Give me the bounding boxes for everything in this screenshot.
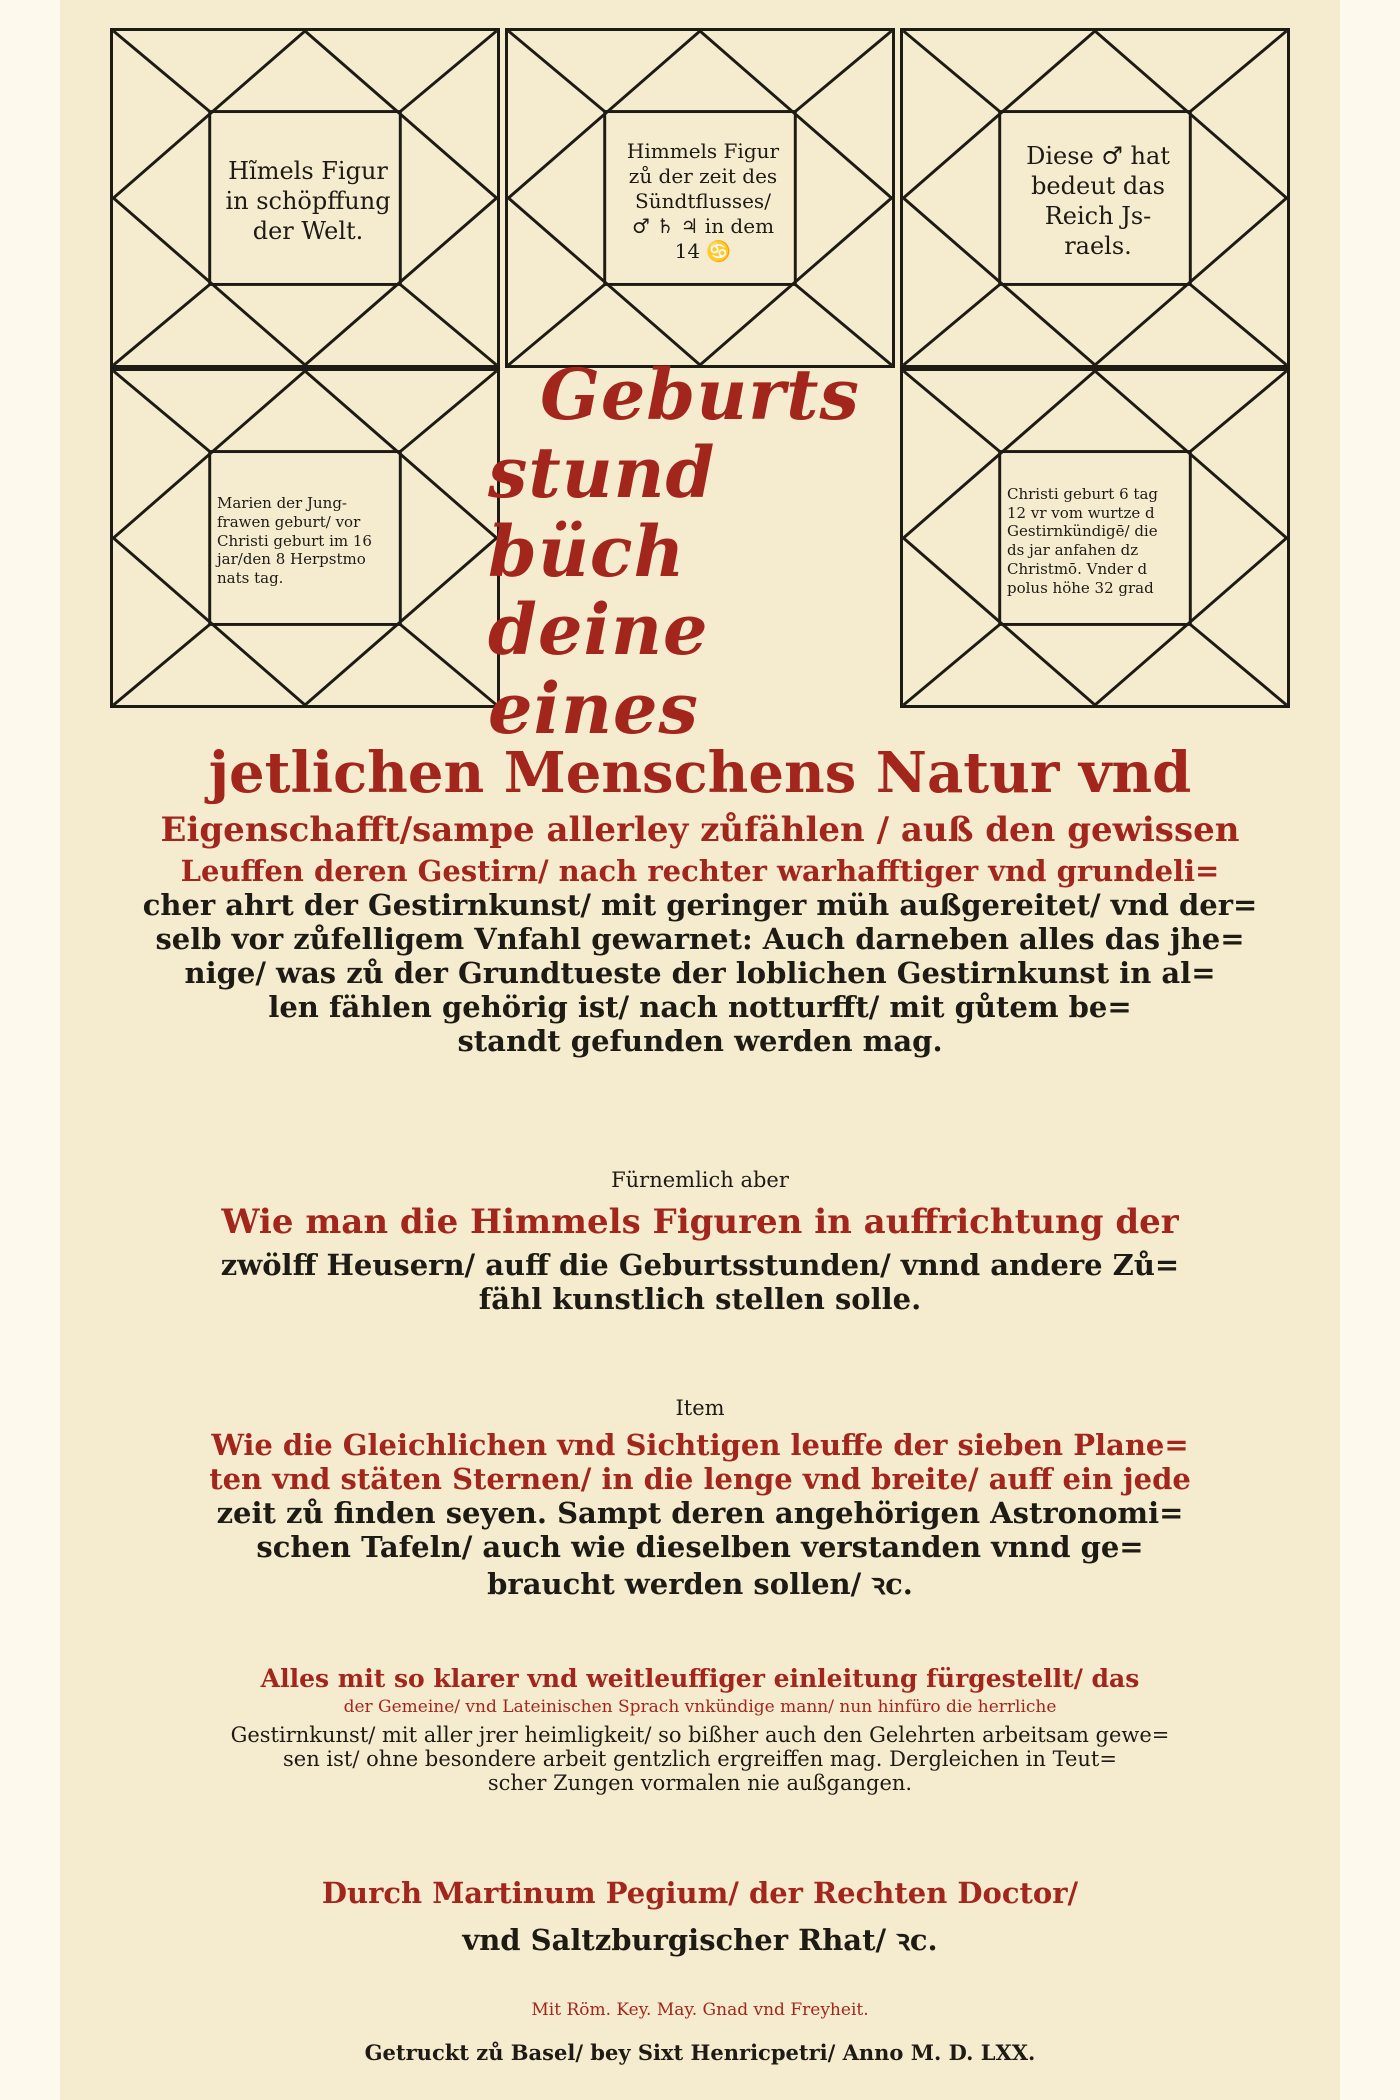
section-line: ten vnd stäten Sternen/ in die lenge vnd breite/ auff ein jede (209, 1462, 1191, 1496)
author-block (60, 1876, 1340, 1959)
section-line: scher Zungen vormalen nie außgangen. (487, 1771, 913, 1795)
horoscope-caption: Marien der Jung- frawen geburt/ vor Christi geburt im 16 jar/den 8 Herpstmo nats tag. (217, 494, 372, 588)
intro-line: len fählen gehörig ist/ nach notturfft/ mit gůtem be= (268, 990, 1132, 1024)
intro-line: Eigenschafft/sampe allerley zůfählen / auß den gewissen (160, 810, 1240, 850)
horoscope-christ (900, 368, 1290, 708)
section-heading: Item (675, 1396, 725, 1420)
intro-line: cher ahrt der Gestirnkunst/ mit geringer müh außgereitet/ vnd der= (142, 888, 1258, 922)
intro-line: nige/ was zů der Grundtueste der loblichen Gestirnkunst in al= (184, 956, 1216, 990)
title-line-3: deine eines (488, 588, 709, 750)
section-line: zwölff Heusern/ auff die Geburtsstunden/ vnnd andere Zů= (220, 1248, 1180, 1282)
privilege (60, 2000, 1340, 2020)
section-line: fähl kunstlich stellen solle. (478, 1282, 922, 1316)
section-line: zeit zů finden seyen. Sampt deren angehörigen Astronomi= (216, 1496, 1184, 1530)
intro-line: Leuffen deren Gestirn/ nach rechter warhafftiger vnd grundeli= (180, 854, 1220, 888)
author-line: Durch Martinum Pegium/ der Rechten Doctor/ (321, 1876, 1079, 1910)
intro-line: jetlichen Menschens Natur vnd (208, 740, 1192, 806)
section-line: der Gemeine/ vnd Lateinischen Sprach vnkündige mann/ nun hinfüro die herrliche (343, 1697, 1057, 1717)
horoscope-mary (110, 368, 500, 708)
horoscope-caption: Hĩmels Figur in schöpffung der Welt. (225, 157, 391, 245)
section-line: Alles mit so klarer vnd weitleuffiger einleitung fürgestellt/ das (260, 1664, 1140, 1693)
section-line: Wie die Gleichlichen vnd Sichtigen leuffe der sieben Plane= (211, 1428, 1189, 1462)
intro-line: selb vor zůfelligem Vnfahl gewarnet: Auch darneben alles das jhe= (155, 922, 1245, 956)
title-line-2: stund büch (488, 431, 716, 593)
horoscope-caption: Diese ♂ hat bedeut das Reich Js- raels. (1026, 142, 1170, 260)
horoscope-creation (110, 28, 500, 368)
intro-text (60, 740, 1340, 1058)
privilege-text: Mit Röm. Key. May. Gnad vnd Freyheit. (531, 2000, 869, 2020)
section-line: braucht werden sollen/ ꝛc. (487, 1567, 913, 1601)
section-line: Gestirnkunst/ mit aller jrer heimligkeit/ so bißher auch den Gelehrten arbeitsam gewe= (230, 1723, 1170, 1747)
imprint-text: Getruckt zů Basel/ bey Sixt Henricpetri/ Anno M. D. LXX. (364, 2040, 1036, 2065)
title-page (60, 0, 1340, 2100)
intro-line: standt gefunden werden mag. (457, 1024, 943, 1058)
horoscope-israel (900, 28, 1290, 368)
author-line: vnd Saltzburgischer Rhat/ ꝛc. (462, 1923, 938, 1957)
title-line-1: Geburts (540, 353, 860, 437)
section-line: Wie man die Himmels Figuren in auffrichtung der (221, 1202, 1179, 1242)
section-figures (60, 1168, 1340, 1316)
section-introduction (60, 1664, 1340, 1795)
section-heading: Fürnemlich aber (611, 1168, 789, 1192)
section-line: schen Tafeln/ auch wie dieselben verstanden vnnd ge= (256, 1530, 1144, 1564)
section-planets (60, 1396, 1340, 1603)
section-line: sen ist/ ohne besondere arbeit gentzlich ergreiffen mag. Dergleichen in Teut= (283, 1747, 1117, 1771)
horoscope-caption: Christi geburt 6 tag 12 vr vom wurtze d Gestirnkündigē/ die ds jar anfahen dz Christmō. Vnder d polus höhe 32 grad (1007, 484, 1158, 597)
horoscope-flood (505, 28, 895, 368)
horoscope-caption: Himmels Figur zů der zeit des Sündtflusses/ ♂ ♄ ♃ in dem 14 ♋ (626, 138, 780, 263)
main-title (488, 353, 912, 750)
imprint (60, 2040, 1340, 2065)
